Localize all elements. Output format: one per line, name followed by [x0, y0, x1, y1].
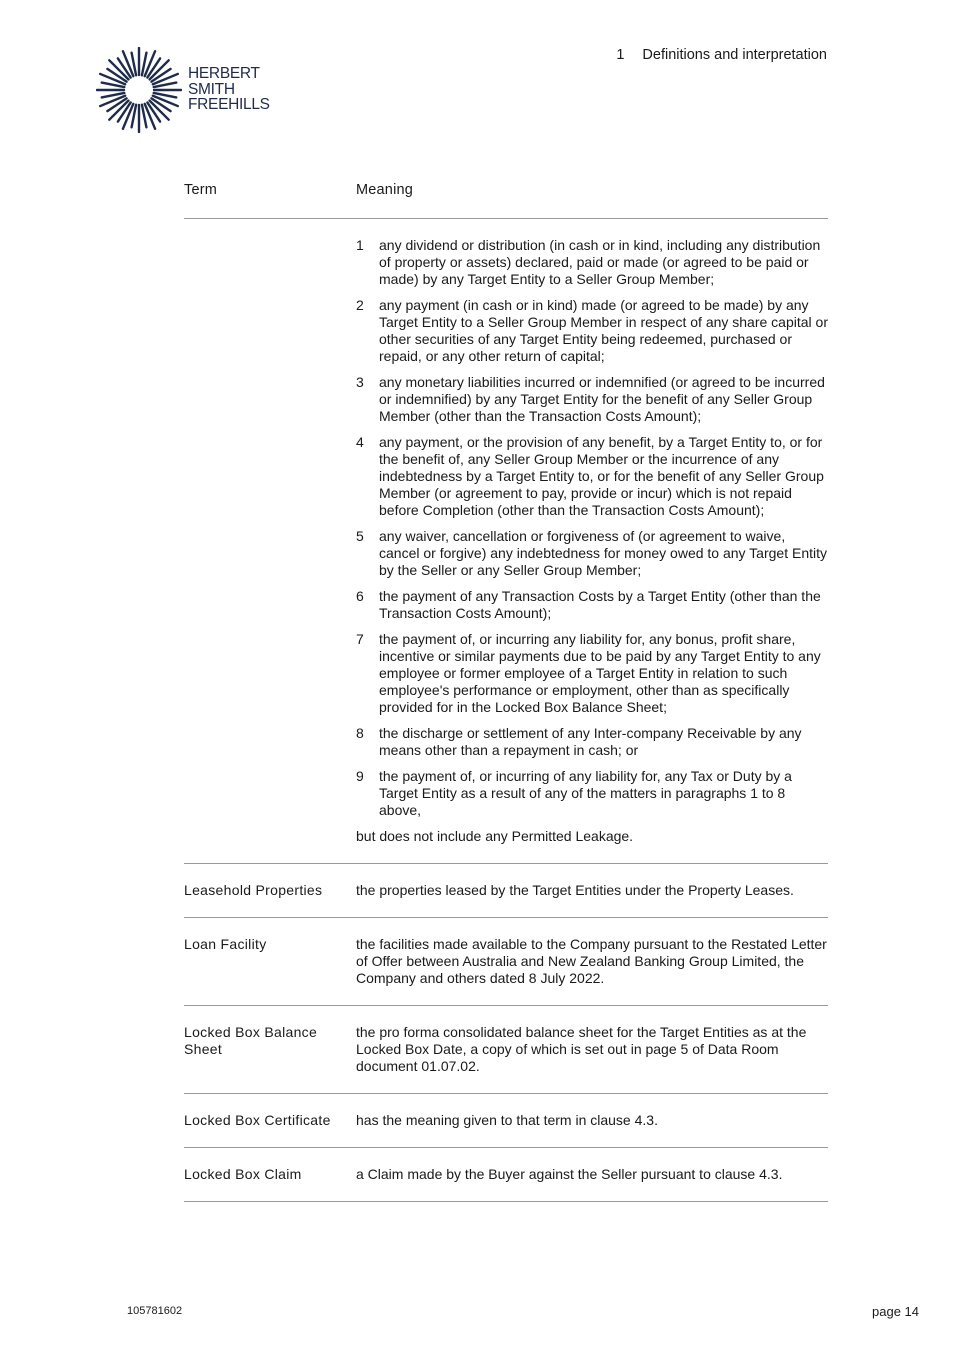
term-cell: Locked Box Certificate: [184, 1112, 331, 1128]
table-header-row: [184, 180, 828, 219]
list-item-text: any dividend or distribution (in cash or in kind, including any distribution of property or assets) declared, paid or made (or agreed to be paid or made) by any Target Entity to a Seller Group Member;: [379, 237, 821, 287]
page-number: page 14: [872, 1304, 919, 1319]
list-item-text: any payment (in cash or in kind) made (or agreed to be made) by any Target Entity to a Seller Group Member in respect of any share capital or other securities of any Target Entity being redeemed, purchased or repaid, or any other return of capital;: [379, 297, 828, 364]
meaning-cell: the pro forma consolidated balance sheet for the Target Entities as at the Locked Box Date, a copy of which is set out in page 5 of Data Room document 01.07.02.: [356, 1024, 807, 1074]
section-number: 1: [616, 47, 625, 63]
firm-logo: [96, 47, 286, 137]
table-row: [184, 864, 828, 918]
list-tail-text: but does not include any Permitted Leakage.: [356, 828, 634, 844]
list-item-number: 9: [356, 768, 364, 784]
list-item-text: any payment, or the provision of any benefit, by a Target Entity to, or for the benefit of, any Seller Group Member or the incurrence of any indebtedness by a Target Entity to, or for the benefit of any Seller Group Member (or agreement to pay, provide or incur) which is not repaid before Completion (other than the Transaction Costs Amount);: [379, 434, 824, 518]
list-item-text: the payment of, or incurring of any liability for, any Tax or Duty by a Target Entity as a result of any of the matters in paragraphs 1 to 8 above,: [379, 768, 792, 818]
term-cell: Locked Box Balance Sheet: [184, 1024, 318, 1057]
list-item-number: 8: [356, 725, 364, 741]
meaning-cell: has the meaning given to that term in clause 4.3.: [356, 1112, 658, 1128]
list-item-text: any waiver, cancellation or forgiveness of (or agreement to waive, cancel or forgive) any indebtedness for money owed to any Target Entity by the Seller or any Seller Group Member;: [379, 528, 827, 578]
table-row: [184, 918, 828, 1006]
table-row: [184, 1006, 828, 1094]
list-item-number: 5: [356, 528, 364, 544]
section-title: Definitions and interpretation: [642, 47, 827, 63]
list-item: [356, 297, 828, 365]
running-header: [616, 47, 827, 63]
term-cell: Loan Facility: [184, 936, 267, 952]
list-item-number: 6: [356, 588, 364, 604]
term-cell: [184, 237, 356, 845]
list-item: [356, 725, 828, 759]
table-row: [184, 1094, 828, 1148]
table-row: [184, 219, 828, 864]
term-cell: Leasehold Properties: [184, 882, 323, 898]
meaning-cell: the properties leased by the Target Entities under the Property Leases.: [356, 882, 794, 898]
sunburst-logo-icon: [96, 47, 182, 133]
list-item-text: the payment of, or incurring any liability for, any bonus, profit share, incentive or similar payments due to be paid by any Target Entity to any employee or former employee of a Target Entity in relation to such employee's performance or employment, other than as specifically provided for in the Locked Box Balance Sheet;: [379, 631, 821, 715]
list-item-number: 4: [356, 434, 364, 450]
document-reference: 105781602: [127, 1305, 183, 1317]
list-item: [356, 237, 828, 288]
list-item-number: 7: [356, 631, 364, 647]
list-item-text: the discharge or settlement of any Inter-company Receivable by any means other than a repayment in cash; or: [379, 725, 802, 758]
firm-name-line: FREEHILLS: [188, 96, 270, 113]
firm-name-line: HERBERT: [188, 65, 260, 82]
list-item: [356, 374, 828, 425]
list-item: [356, 588, 828, 622]
list-item-text: any monetary liabilities incurred or indemnified (or agreed to be incurred or indemnified) by any Target Entity for the benefit of any Seller Group Member (other than the Transaction Costs Amount);: [379, 374, 825, 424]
column-header-meaning: Meaning: [356, 182, 414, 198]
definitions-table: [184, 180, 828, 1202]
term-cell: Locked Box Claim: [184, 1166, 302, 1182]
meaning-cell: a Claim made by the Buyer against the Seller pursuant to clause 4.3.: [356, 1166, 783, 1182]
numbered-list: [356, 237, 828, 819]
meaning-cell: [356, 237, 828, 845]
firm-name: [188, 66, 270, 113]
list-item-number: 2: [356, 297, 364, 313]
list-item-text: the payment of any Transaction Costs by a Target Entity (other than the Transaction Costs Amount);: [379, 588, 821, 621]
column-header-term: Term: [184, 182, 218, 198]
meaning-cell: the facilities made available to the Company pursuant to the Restated Letter of Offer between Australia and New Zealand Banking Group Limited, the Company and others dated 8 July 2022.: [356, 936, 827, 986]
list-item: [356, 768, 828, 819]
list-item: [356, 631, 828, 716]
list-item-number: 1: [356, 237, 364, 253]
firm-name-line: SMITH: [188, 80, 235, 98]
list-item: [356, 528, 828, 579]
list-item: [356, 434, 828, 519]
list-item-number: 3: [356, 374, 364, 390]
table-row: [184, 1148, 828, 1202]
